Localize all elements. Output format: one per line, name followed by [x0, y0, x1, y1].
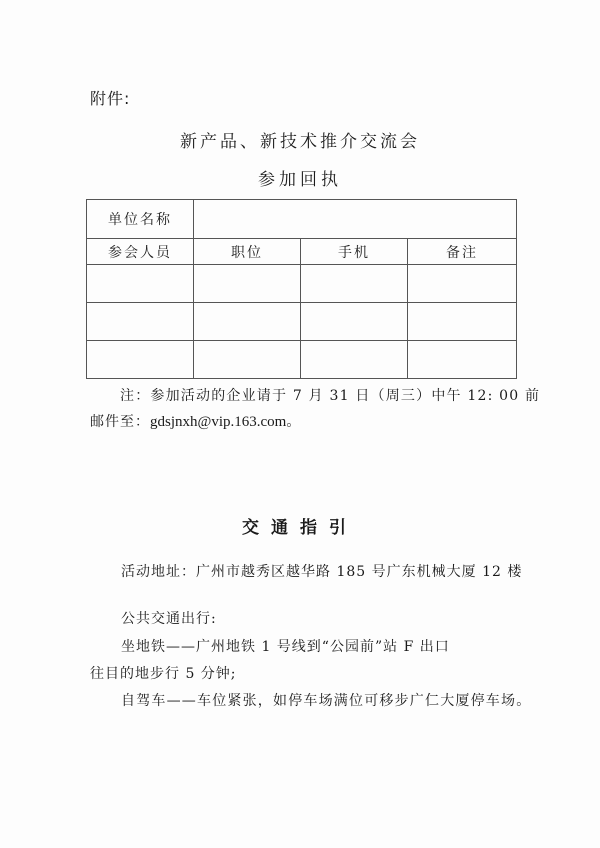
traffic-guide-title: 交通指引: [242, 518, 358, 538]
attendee-cell[interactable]: [87, 303, 194, 341]
position-cell[interactable]: [194, 303, 301, 341]
mobile-cell[interactable]: [301, 265, 408, 303]
mobile-cell[interactable]: [301, 341, 408, 379]
table-row: [87, 341, 517, 379]
note-email-prefix: 邮件至：: [90, 414, 150, 430]
attachment-label: 附件:: [90, 89, 131, 108]
company-name-field[interactable]: [194, 200, 517, 239]
remarks-cell[interactable]: [408, 341, 517, 379]
attendee-cell[interactable]: [87, 341, 194, 379]
metro-directions-line2: 往目的地步行 5 分钟;: [90, 666, 237, 682]
column-header-position: 职位: [194, 239, 301, 265]
table-row: [87, 303, 517, 341]
event-address: 活动地址：广州市越秀区越华路 185 号广东机械大厦 12 楼: [121, 564, 523, 580]
note-deadline: 注：参加活动的企业请于 7 月 31 日（周三）中午 12: 00 前: [120, 388, 541, 404]
document-title: 新产品、新技术推介交流会: [180, 132, 420, 152]
remarks-cell[interactable]: [408, 303, 517, 341]
table-row: [87, 265, 517, 303]
position-cell[interactable]: [194, 341, 301, 379]
public-transit-heading: 公共交通出行:: [121, 611, 217, 627]
attendee-cell[interactable]: [87, 265, 194, 303]
remarks-cell[interactable]: [408, 265, 517, 303]
metro-directions-line1: 坐地铁——广州地铁 1 号线到“公园前”站 F 出口: [121, 639, 450, 655]
company-row: [87, 200, 517, 239]
company-name-label: 单位名称: [87, 200, 194, 239]
column-header-attendee: 参会人员: [87, 239, 194, 265]
driving-directions: 自驾车——车位紧张，如停车场满位可移步广仁大厦停车场。: [121, 693, 532, 709]
note-email-line: [90, 411, 301, 431]
column-header-mobile: 手机: [301, 239, 408, 265]
registration-form-table: [86, 199, 517, 379]
position-cell[interactable]: [194, 265, 301, 303]
document-subtitle: 参加回执: [258, 170, 342, 190]
email-address-link[interactable]: gdsjnxh@vip.163.com: [150, 414, 287, 430]
table-header-row: [87, 239, 517, 265]
note-email-suffix: 。: [286, 414, 302, 430]
column-header-remarks: 备注: [408, 239, 517, 265]
mobile-cell[interactable]: [301, 303, 408, 341]
